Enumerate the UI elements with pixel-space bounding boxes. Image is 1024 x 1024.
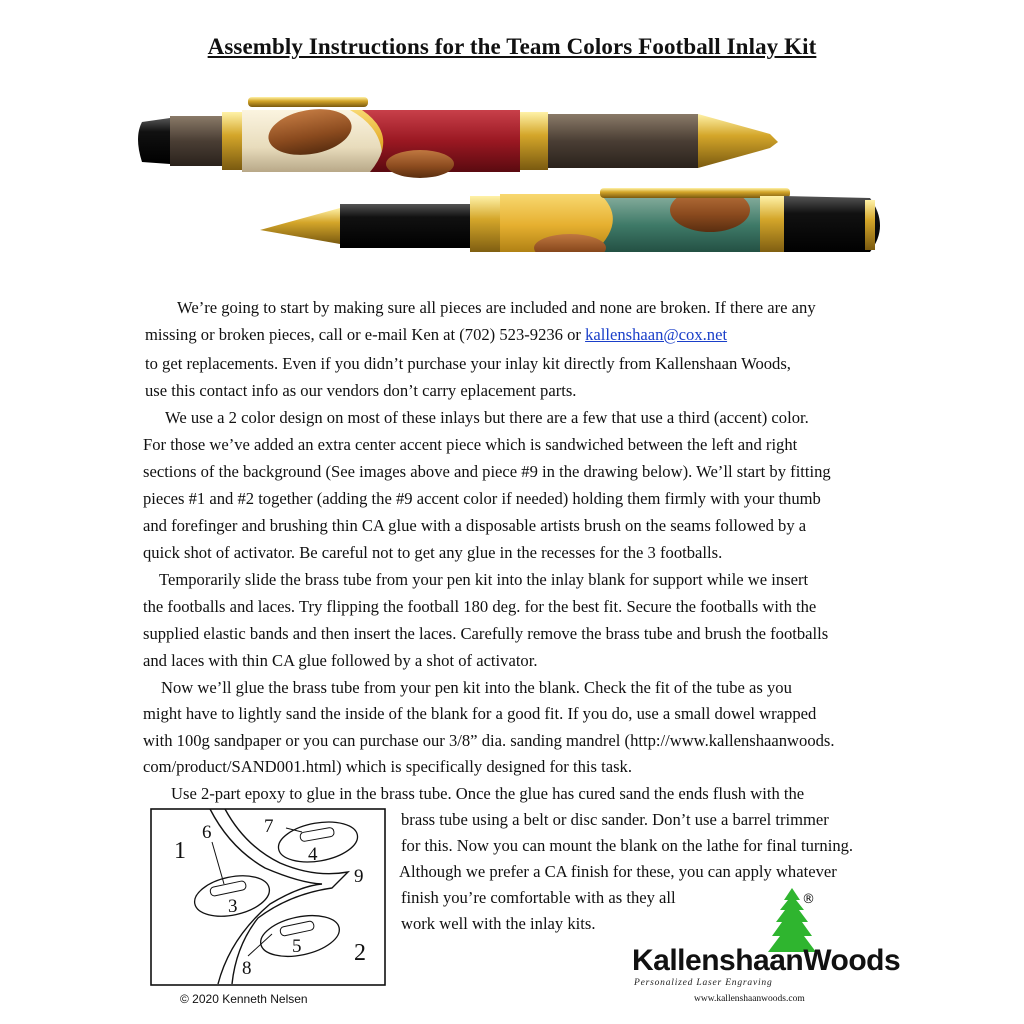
website-url: www.kallenshaanwoods.com — [694, 994, 805, 1004]
para5-line: Although we prefer a CA finish for these, you can apply whatever — [399, 862, 837, 881]
label-4: 4 — [308, 844, 318, 865]
label-9: 9 — [354, 866, 364, 887]
intro-line-4: use this contact info as our vendors don’t carry eplacement parts. — [145, 381, 577, 400]
registered-mark: ® — [802, 892, 815, 907]
para2-line: For those we’ve added an extra center accent piece which is sandwiched between the left and right — [143, 435, 798, 454]
para5-line: for this. Now you can mount the blank on the lathe for final turning. — [401, 836, 854, 855]
para4-line: with 100g sandpaper or you can purchase our 3/8” dia. sanding mandrel (http://www.kallenshaanwoods. — [143, 731, 835, 750]
para3-line: Temporarily slide the brass tube from your pen kit into the inlay blank for support while we insert — [159, 570, 809, 589]
pen-red-cream — [138, 97, 778, 178]
kallenshaan-logo — [632, 886, 901, 1006]
para4-line: might have to lightly sand the inside of the blank for a good fit. If you do, use a small dowel wrapped — [143, 704, 817, 723]
intro-line-2: missing or broken pieces, call or e-mail Ken at (702) 523-9236 or kallenshaan@cox.net — [145, 325, 728, 344]
para5-line: Use 2-part epoxy to glue in the brass tube. Once the glue has cured sand the ends flush with the — [171, 784, 805, 803]
label-7: 7 — [264, 816, 274, 837]
label-6: 6 — [202, 822, 212, 843]
para2-line: We use a 2 color design on most of these inlays but there are a few that use a third (accent) color. — [165, 408, 809, 427]
pens-photo — [130, 92, 910, 252]
label-8: 8 — [242, 958, 252, 979]
logo-name: KallenshaanWoods — [632, 944, 901, 977]
para2-line: and forefinger and brushing thin CA glue with a disposable artists brush on the seams followed by a — [143, 516, 807, 535]
para5-line: finish you’re comfortable with as they all — [401, 888, 676, 907]
para2-line: pieces #1 and #2 together (adding the #9 accent color if needed) holding them firmly with your thumb — [143, 489, 821, 508]
para5-line: work well with the inlay kits. — [401, 914, 596, 933]
para4-line: com/product/SAND001.html) which is specifically designed for this task. — [143, 757, 632, 776]
para2-line: sections of the background (See images above and piece #9 in the drawing below). We’ll start by fitting — [143, 462, 831, 481]
page-title: Assembly Instructions for the Team Colors Football Inlay Kit — [207, 34, 817, 59]
intro-line-1: We’re going to start by making sure all pieces are included and none are broken. If there are any — [177, 298, 816, 317]
label-3: 3 — [228, 896, 238, 917]
pen-gold-green — [260, 188, 880, 252]
para5-line: brass tube using a belt or disc sander. Don’t use a barrel trimmer — [401, 810, 829, 829]
para4-line: Now we’ll glue the brass tube from your pen kit into the blank. Check the fit of the tube as you — [161, 678, 792, 697]
label-5: 5 — [292, 936, 302, 957]
label-1: 1 — [174, 838, 186, 864]
copyright: © 2020 Kenneth Nelsen — [180, 992, 308, 1006]
intro-line-3: to get replacements. Even if you didn’t purchase your inlay kit directly from Kallenshaan Woods, — [145, 354, 791, 373]
para3-line: supplied elastic bands and then insert the laces. Carefully remove the brass tube and brush the footballs — [143, 624, 829, 643]
para3-line: and laces with thin CA glue followed by a shot of activator. — [143, 651, 538, 670]
label-2: 2 — [354, 940, 366, 966]
para2-line: quick shot of activator. Be careful not to get any glue in the recesses for the 3 footballs. — [143, 543, 723, 562]
email-link[interactable]: kallenshaan@cox.net — [585, 325, 728, 344]
logo-tagline: Personalized Laser Engraving — [634, 978, 773, 988]
inlay-diagram — [150, 808, 386, 988]
para3-line: the footballs and laces. Try flipping the football 180 deg. for the best fit. Secure the footballs with the — [143, 597, 817, 616]
